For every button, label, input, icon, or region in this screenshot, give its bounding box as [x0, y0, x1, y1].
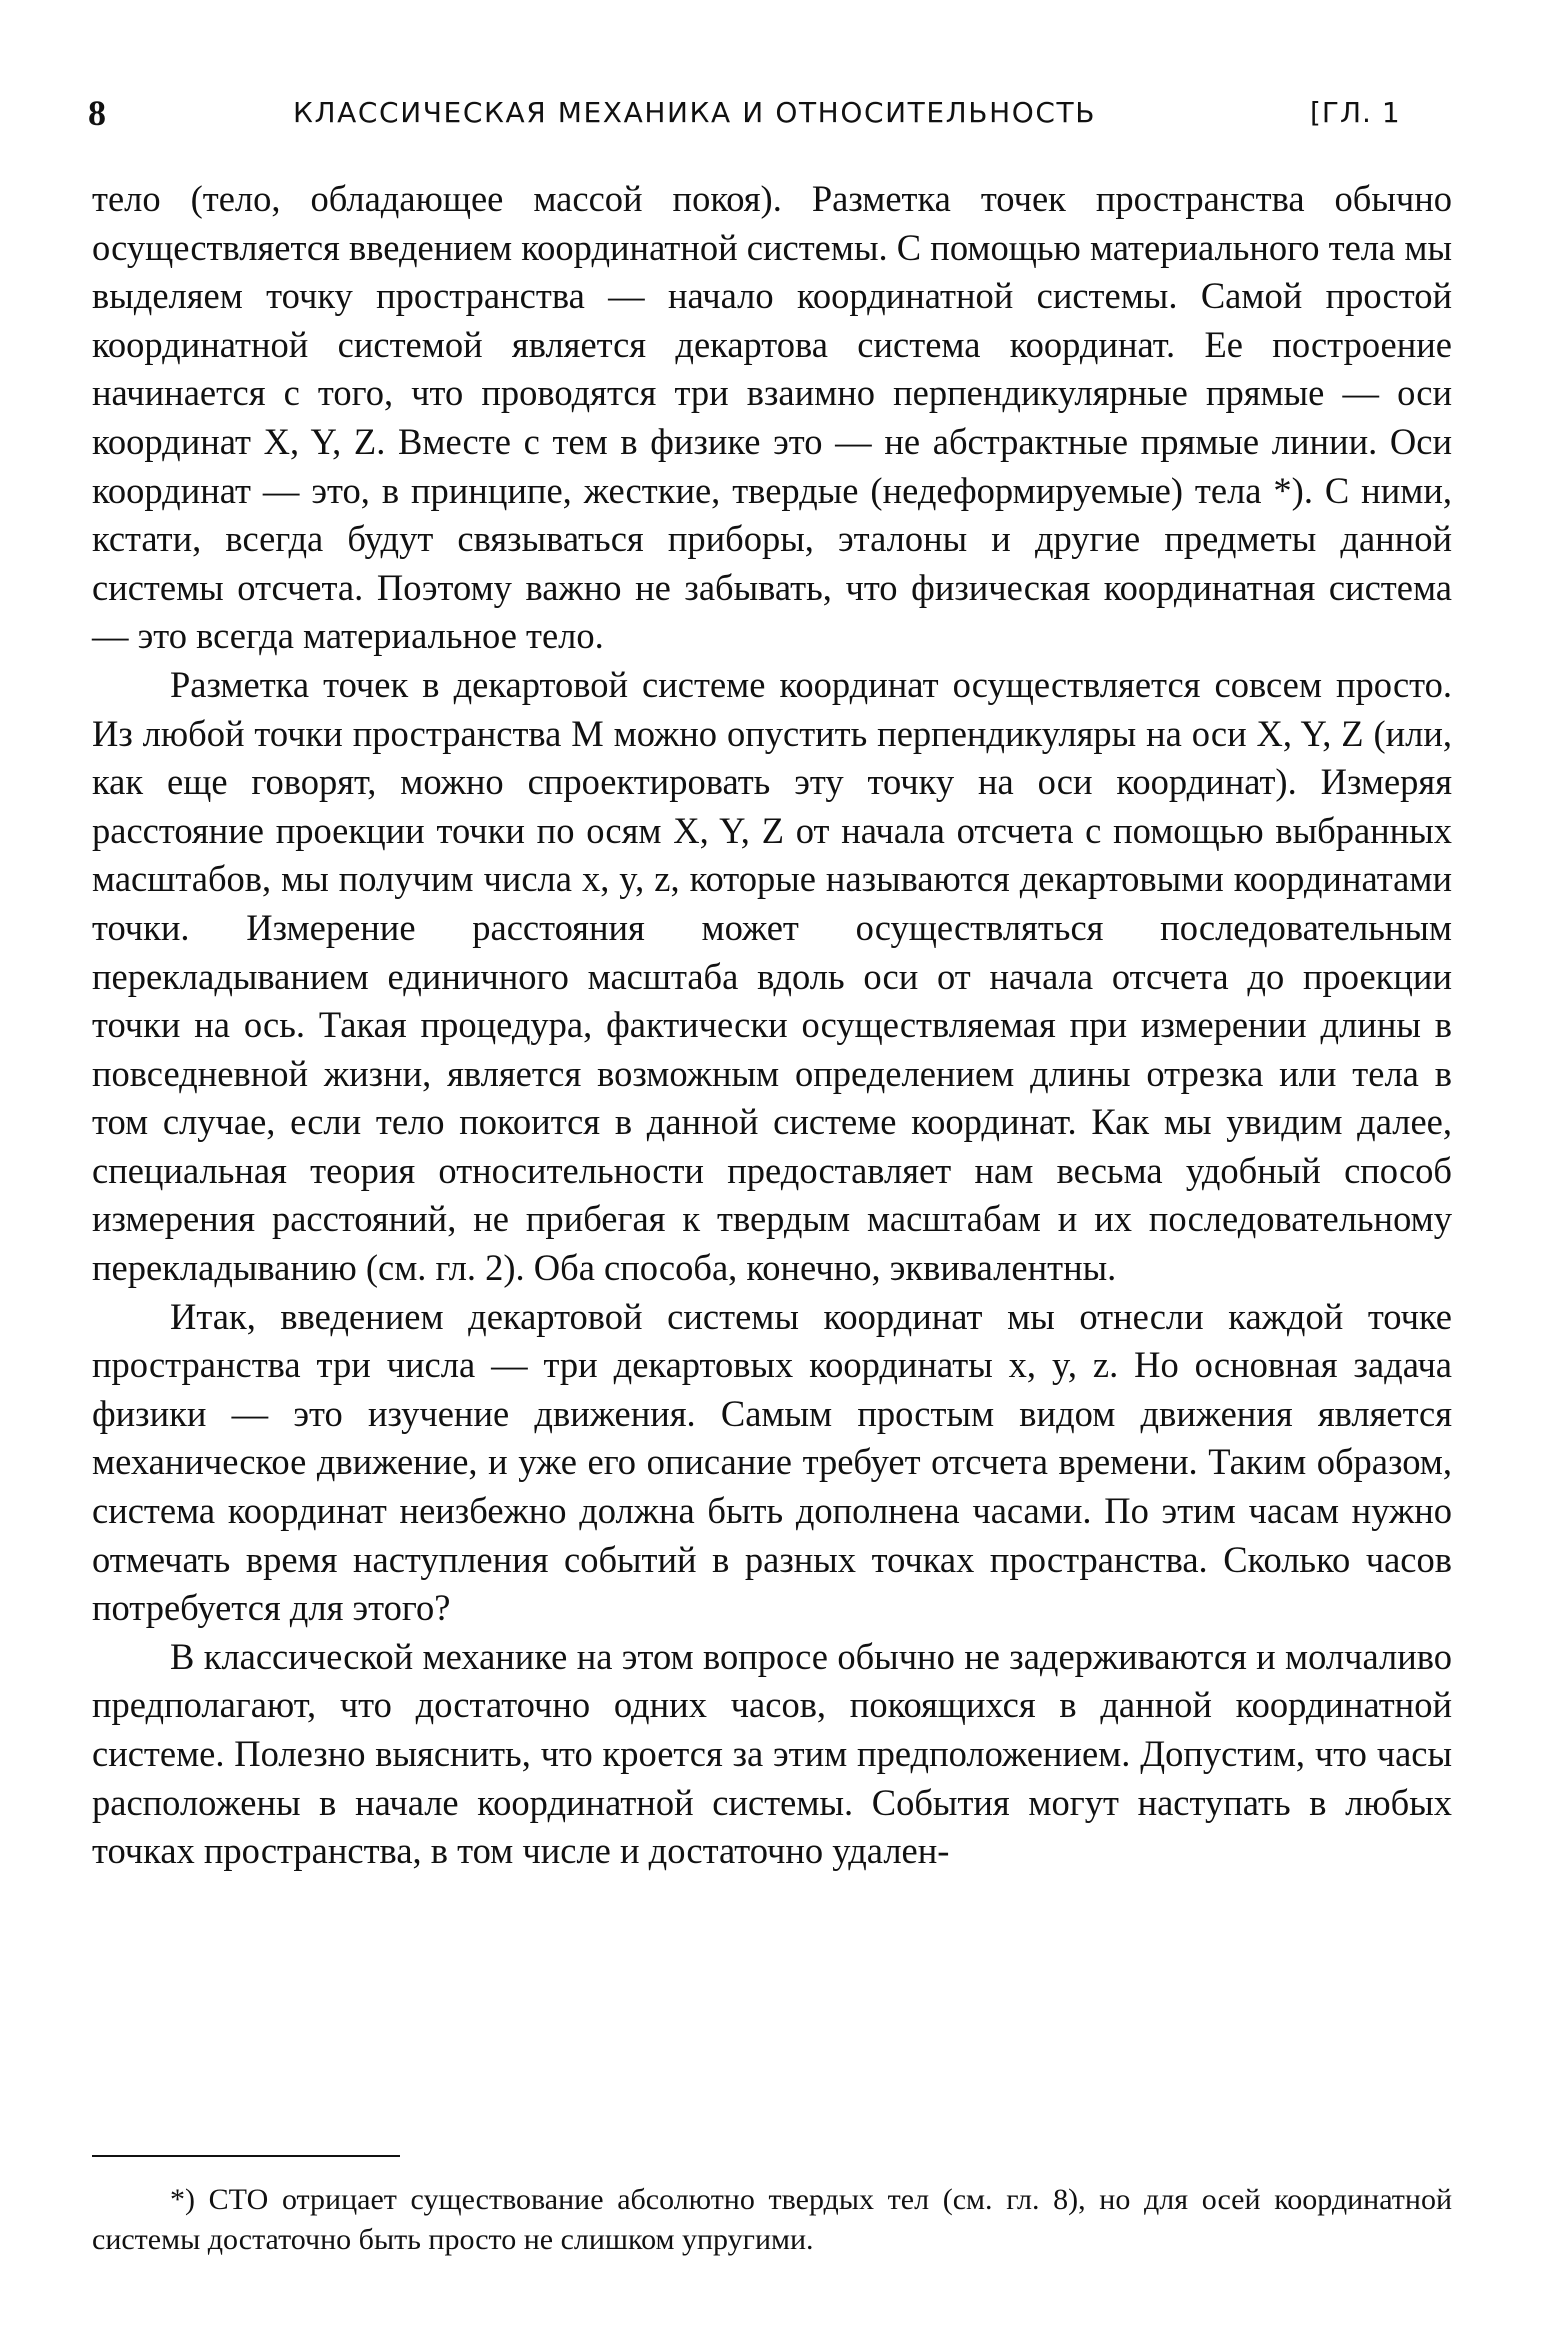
- running-head: [88, 92, 1456, 132]
- footnote-rule: [92, 2155, 400, 2157]
- paragraph-2: Разметка точек в декартовой системе координат осуществляется совсем просто. Из любой точки пространства M можно опустить перпендикуляры на оси X, Y, Z (или, как еще говорят, можно спроектировать эту точку на оси координат). Измеряя расстояние проекции точки по осям X, Y, Z от начала отсчета с помощью выбранных масштабов, мы получим числа x, y, z, которые называются декартовыми координатами точки. Измерение расстояния может осуществляться последовательным перекладыванием единичного масштаба вдоль оси от начала отсчета до проекции точки на ось. Такая процедура, фактически осуществляемая при измерении длины в повседневной жизни, является возможным определением длины отрезка или тела в том случае, если тело покоится в данной системе координат. Как мы увидим далее, специальная теория относительности предоставляет нам весьма удобный способ измерения расстояний, не прибегая к твердым масштабам и их последовательному перекладыванию (см. гл. 2). Оба способа, конечно, эквивалентны.: [92, 663, 1452, 1289]
- paragraph-3: Итак, введением декартовой системы координат мы отнесли каждой точке пространства три числа — три декартовых координаты x, y, z. Но основная задача физики — это изучение движения. Самым простым видом движения является механическое движение, и уже его описание требует отсчета времени. Таким образом, система координат неизбежно должна быть дополнена часами. По этим часам нужно отмечать время наступления событий в разных точках пространства. Сколько часов потребуется для этого?: [92, 1295, 1452, 1629]
- paragraph-1: тело (тело, обладающее массой покоя). Разметка точек пространства обычно осуществляется введением координатной системы. С помощью материального тела мы выделяем точку пространства — начало координатной системы. Самой простой координатной системой является декартова система координат. Ее построение начинается с того, что проводятся три взаимно перпендикулярные прямые — оси координат X, Y, Z. Вместе с тем в физике это — не абстрактные прямые линии. Оси координат — это, в принципе, жесткие, твердые (недеформируемые) тела *). С ними, кстати, всегда будут связываться приборы, эталоны и другие предметы данной системы отсчета. Поэтому важно не забывать, что физическая координатная система — это всегда материальное тело.: [92, 178, 1452, 657]
- chapter-label: [ГЛ. 1: [1310, 96, 1401, 129]
- footnote: *) СТО отрицает существование абсолютно твердых тел (см. гл. 8), но для осей координатной системы достаточно быть просто не слишком упругими.: [92, 2183, 1452, 2256]
- body-text: [92, 175, 1452, 1876]
- page-number: 8: [88, 93, 106, 133]
- paragraph-4: В классической механике на этом вопросе обычно не задерживаются и молчаливо предполагают, что достаточно одних часов, покоящихся в данной координатной системе. Полезно выяснить, что кроется за этим предположением. Допустим, что часы расположены в начале координатной системы. События могут наступать в любых точках пространства, в том числе и достаточно удален-: [92, 1635, 1452, 1872]
- running-title: КЛАССИЧЕСКАЯ МЕХАНИКА И ОТНОСИТЕЛЬНОСТЬ: [293, 96, 1097, 129]
